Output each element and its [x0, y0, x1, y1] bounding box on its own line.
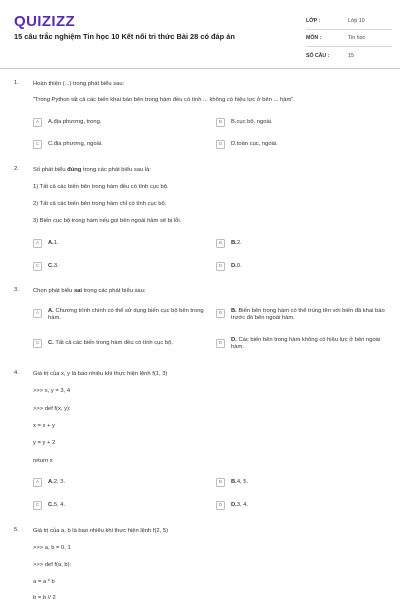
- option-text: A.địa phương, trong.: [48, 118, 102, 125]
- question-line: 3) Biến cục bộ trong hàm nếu gọi bên ngoài hàm sẽ bị lỗi.: [33, 218, 182, 224]
- question-number: 5.: [14, 527, 19, 533]
- option-text: D.0.: [231, 262, 242, 269]
- meta-table: [306, 13, 392, 64]
- code-line: >>> a, b = 0, 1: [33, 545, 71, 551]
- option-letter-box: D: [216, 262, 225, 271]
- option-text: B.2.: [231, 239, 242, 246]
- option-text: B. Biến bên trong hàm có thể trùng tên với biến đã khai báo trước đó bên ngoài hàm.: [231, 307, 385, 321]
- option-letter-box: D: [216, 339, 225, 348]
- header-divider: [0, 68, 400, 69]
- option-b[interactable]: [216, 478, 248, 487]
- option-letter-box: B: [216, 478, 225, 487]
- code-line: return x: [33, 458, 53, 464]
- option-b[interactable]: [216, 307, 390, 323]
- question-text: Giá trị của a, b là bao nhiêu khi thực hiện lệnh f(2, 5): [33, 528, 169, 534]
- option-letter-box: A: [33, 239, 42, 248]
- option-a[interactable]: [33, 478, 65, 487]
- option-letter-box: D: [216, 140, 225, 149]
- question-line: "Trong Python tất cả các biến khai báo bên trong hàm đều có tính ... không có hiệu lực ở bên ... hàm".: [33, 97, 295, 103]
- code-line: a = a * b: [33, 579, 55, 585]
- question-number: 3.: [14, 287, 19, 293]
- option-text: B.cục bộ, ngoài.: [231, 118, 273, 125]
- option-text: C.3.: [48, 262, 59, 269]
- option-letter-box: C: [33, 501, 42, 510]
- page-title: 15 câu trắc nghiệm Tin học 10 Kết nối tri thức Bài 28 có đáp án: [14, 32, 235, 41]
- code-line: x = x + y: [33, 423, 55, 429]
- meta-label: MÔN :: [306, 35, 322, 41]
- option-letter-box: C: [33, 140, 42, 149]
- meta-row-grade: [306, 13, 392, 30]
- option-text: B.4, 5.: [231, 478, 249, 485]
- option-d[interactable]: [216, 140, 278, 149]
- option-text: C.5, 4.: [48, 501, 66, 508]
- question-number: 4.: [14, 370, 19, 376]
- option-b[interactable]: [216, 239, 242, 248]
- option-c[interactable]: [33, 262, 59, 271]
- option-b[interactable]: [216, 118, 273, 127]
- option-letter-box: A: [33, 309, 42, 318]
- code-line: y = y + 2: [33, 440, 56, 446]
- option-d[interactable]: [216, 262, 242, 271]
- meta-row-subject: [306, 30, 392, 47]
- option-text: D.3, 4.: [231, 501, 249, 508]
- question-text: Giá trị của x, y là bao nhiêu khi thực hiện lệnh f(1, 3): [33, 371, 168, 377]
- meta-row-count: [306, 47, 392, 64]
- option-letter-box: C: [33, 262, 42, 271]
- code-line: >>> x, y = 3, 4: [33, 388, 71, 394]
- option-a[interactable]: [33, 307, 213, 323]
- code-line: >>> def f(a, b):: [33, 562, 72, 568]
- option-d[interactable]: [216, 501, 248, 510]
- question-number: 2.: [14, 166, 19, 172]
- question-line: 1) Tất cả các biến bên trong hàm đều có tính cục bộ.: [33, 184, 169, 190]
- option-c[interactable]: [33, 501, 65, 510]
- meta-value: Lớp 10: [348, 18, 365, 24]
- meta-value: Tin học: [348, 35, 366, 41]
- option-letter-box: B: [216, 239, 225, 248]
- option-text: A. Chương trình chính có thể sử dụng biến cục bộ bên trong hàm.: [48, 307, 204, 321]
- quizizz-logo: QUIZIZZ: [14, 13, 76, 30]
- meta-label: SỐ CÂU :: [306, 52, 330, 59]
- option-text: D. Các biến bên trong hàm không có hiệu lực ở bên ngoài hàm.: [231, 336, 381, 350]
- option-c[interactable]: [33, 339, 213, 348]
- option-a[interactable]: [33, 239, 59, 248]
- option-a[interactable]: [33, 118, 101, 127]
- option-letter-box: A: [33, 118, 42, 127]
- option-letter-box: D: [216, 501, 225, 510]
- meta-label: LỚP :: [306, 18, 321, 24]
- option-letter-box: B: [216, 118, 225, 127]
- option-text: C.địa phương, ngoài.: [48, 140, 103, 147]
- option-d[interactable]: [216, 336, 390, 352]
- option-letter-box: C: [33, 339, 42, 348]
- worksheet-header: [0, 0, 400, 66]
- question-text: Số phát biểu đúng trong các phát biểu sau là:: [33, 167, 151, 173]
- question-text: Chọn phát biểu sai trong các phát biểu sau:: [33, 288, 146, 294]
- option-text: D.toàn cục, ngoài.: [231, 140, 278, 147]
- option-text: A.2, 3.: [48, 478, 66, 485]
- code-line: b = b // 2: [33, 595, 56, 600]
- option-c[interactable]: [33, 140, 103, 149]
- option-letter-box: A: [33, 478, 42, 487]
- question-number: 1.: [14, 80, 19, 86]
- question-line: 2) Tất cả các biến bên trong hàm chỉ có tính cục bộ.: [33, 201, 167, 207]
- option-text: C. Tất cả các biến trong hàm đều có tính cục bộ.: [48, 339, 173, 346]
- option-letter-box: B: [216, 309, 225, 318]
- meta-value: 15: [348, 52, 354, 59]
- code-line: >>> def f(x, y):: [33, 406, 71, 412]
- question-text: Hoàn thiện (...) trong phát biểu sau:: [33, 81, 125, 87]
- option-text: A.1.: [48, 239, 59, 246]
